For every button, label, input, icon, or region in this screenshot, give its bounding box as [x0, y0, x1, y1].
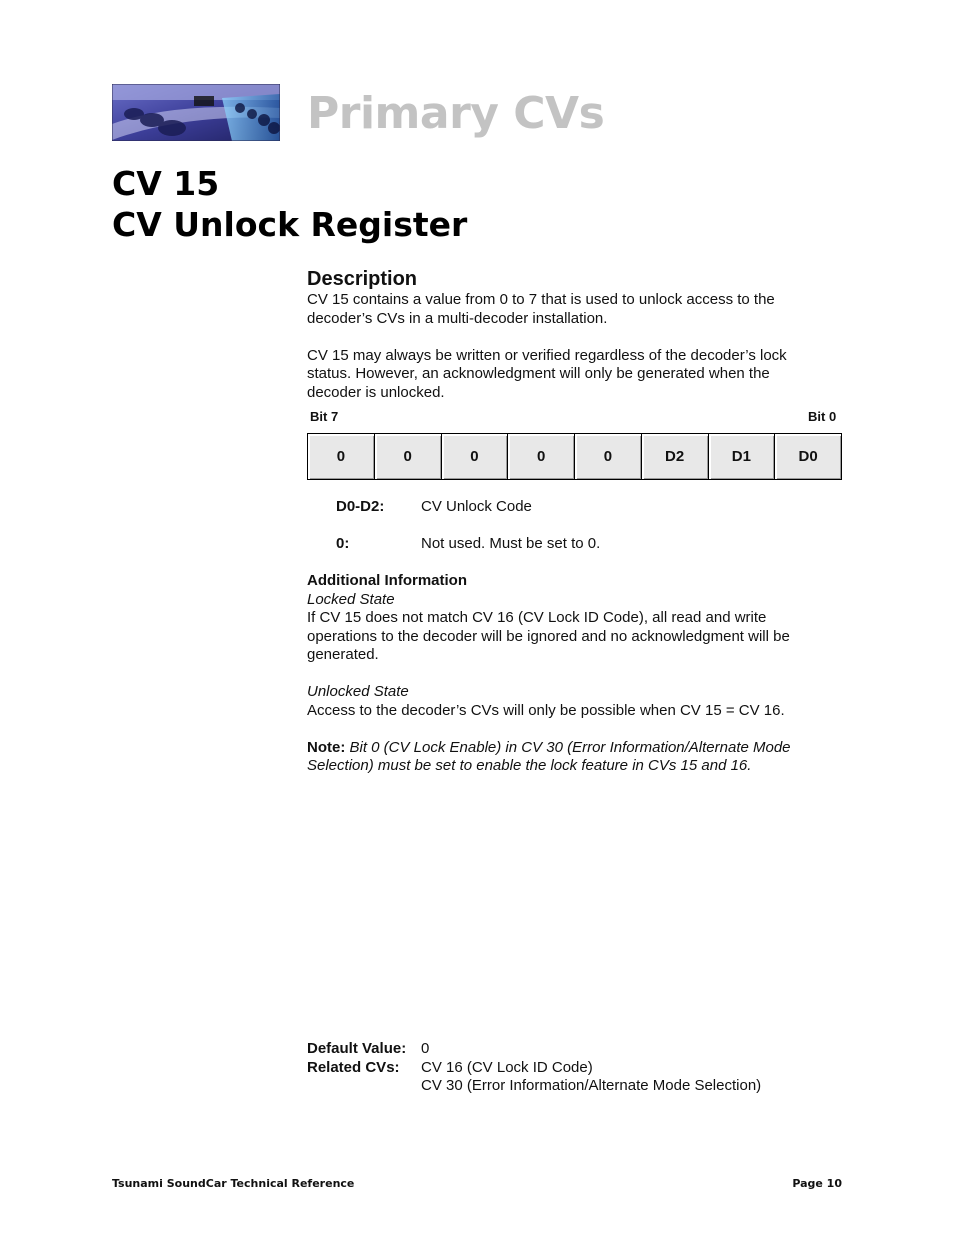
bit-cell-5: 0 [442, 434, 509, 479]
footer-page-number: Page 10 [792, 1177, 842, 1190]
locked-state-text: If CV 15 does not match CV 16 (CV Lock ID Code), all read and write operations to the decoder will be ignored and no acknowledgment will be generated. [307, 609, 790, 663]
locked-state-heading: Locked State [307, 590, 395, 608]
bit-cell-3: 0 [575, 434, 642, 479]
cv-name-heading: CV Unlock Register [112, 205, 468, 244]
section-title: Primary CVs [307, 88, 605, 139]
bit-cell-6: 0 [375, 434, 442, 479]
definition-term-0: 0: [336, 535, 350, 552]
default-value: 0 [421, 1040, 430, 1057]
description-heading: Description [307, 268, 418, 290]
definition-desc-0: Not used. Must be set to 0. [421, 535, 601, 552]
description-section [307, 267, 847, 402]
bit-7-label: Bit 7 [310, 409, 339, 424]
note-label: Note: [307, 738, 346, 756]
note-text: Note: Bit 0 (CV Lock Enable) in CV 30 (Error Information/Alternate Mode Selection) must be set to enable the lock feature in CVs 15 and 16. [307, 738, 791, 774]
bit-cell-4: 0 [508, 434, 575, 479]
related-cv-30: CV 30 (Error Information/Alternate Mode Selection) [421, 1077, 762, 1094]
bit-0-label: Bit 0 [808, 409, 837, 424]
bit-cell-0: D0 [775, 434, 841, 479]
footer-document-title: Tsunami SoundCar Technical Reference [112, 1177, 355, 1190]
bit-cell-2: D2 [642, 434, 709, 479]
cv-number-heading: CV 15 [112, 164, 220, 203]
bit-cell-7: 0 [308, 434, 375, 479]
bit-table [307, 433, 842, 480]
related-cvs-label: Related CVs: [307, 1059, 400, 1076]
definition-term-d0-d2: D0-D2: [336, 498, 385, 515]
additional-info-heading: Additional Information [307, 572, 467, 589]
additional-info-section [307, 572, 847, 776]
description-paragraph-2: CV 15 may always be written or verified regardless of the decoder’s lock status. However, an acknowledgment will only be generated when the decoder is unlocked. [307, 346, 787, 401]
related-cv-16: CV 16 (CV Lock ID Code) [421, 1059, 593, 1076]
default-value-label: Default Value: [307, 1040, 407, 1057]
definition-desc-d0-d2: CV Unlock Code [421, 498, 532, 515]
bit-cell-1: D1 [709, 434, 776, 479]
train-interior-photo [112, 84, 280, 141]
unlocked-state-heading: Unlocked State [307, 683, 409, 700]
unlocked-state-text: Access to the decoder’s CVs will only be possible when CV 15 = CV 16. [307, 701, 785, 719]
description-paragraph-1: CV 15 contains a value from 0 to 7 that is used to unlock access to the decoder’s CVs in a multi-decoder installation. [307, 291, 775, 327]
